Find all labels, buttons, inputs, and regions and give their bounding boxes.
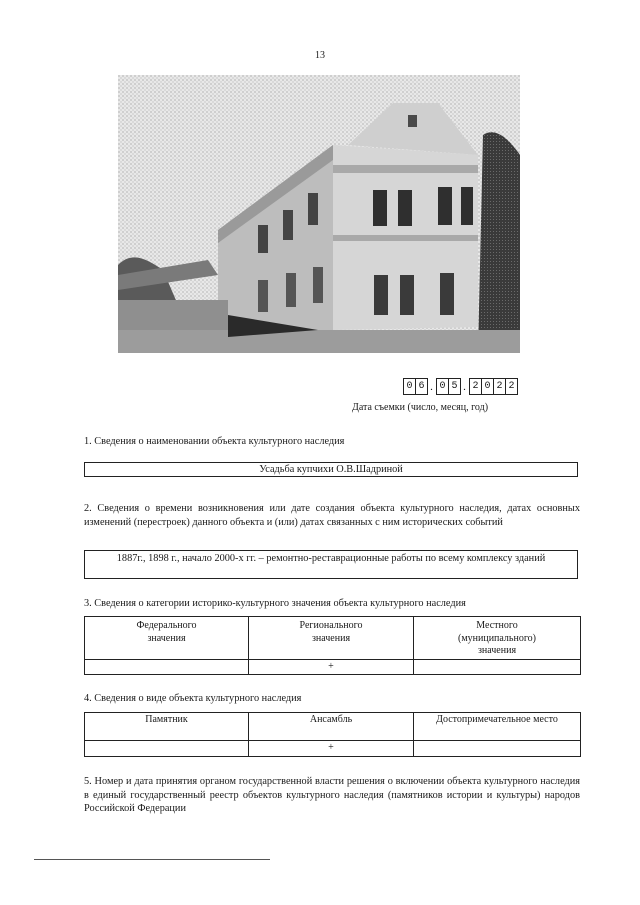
table-header-cell: Достопримечательное место [414, 713, 581, 741]
table-header-cell: Памятник [85, 713, 249, 741]
date-digit: 0 [436, 378, 449, 395]
table-cell [414, 741, 581, 757]
table-cell [85, 659, 249, 675]
date-digit: 0 [403, 378, 416, 395]
date-separator: . [463, 381, 466, 393]
section5-heading: 5. Номер и дата принятия органом государственной власти решения о включении объекта культурного наследия в единый государственный реестр объектов культурного наследия (памятников истории и культуры) народов Российской Федерации [84, 776, 580, 814]
table-cell: + [249, 659, 414, 675]
section4-heading: 4. Сведения о виде объекта культурного наследия [84, 693, 302, 704]
table-header-cell: Регионального значения [249, 617, 414, 660]
table-cell: + [249, 741, 414, 757]
section2-heading: 2. Сведения о времени возникновения или дате создания объекта культурного наследия, датах основных изменений (перестроек) данного объекта и (или) датах связанных с ним исторических событий [84, 503, 580, 528]
object-name-box: Усадьба купчихи О.В.Шадриной [84, 462, 578, 477]
table-row [85, 617, 581, 660]
building-photo-icon [118, 75, 520, 353]
date-digit: 0 [481, 378, 494, 395]
table-row [85, 741, 581, 757]
date-caption: Дата съемки (число, месяц, год) [352, 402, 489, 413]
page-number: 13 [315, 50, 325, 61]
object-type-table [84, 712, 581, 757]
dates-box: 1887г., 1898 г., начало 2000-х гг. – ремонтно-реставрационные работы по всему комплексу зданий [84, 550, 578, 579]
table-cell [85, 741, 249, 757]
table-row [85, 713, 581, 741]
date-digit: 5 [448, 378, 461, 395]
date-separator: . [430, 381, 433, 393]
date-digit: 2 [469, 378, 482, 395]
building-photo [118, 75, 520, 353]
section3-heading: 3. Сведения о категории историко-культурного значения объекта культурного наследия [84, 598, 466, 609]
date-digit: 2 [505, 378, 518, 395]
significance-table [84, 616, 581, 675]
shooting-date [403, 378, 517, 395]
table-header-cell: Федерального значения [85, 617, 249, 660]
table-row [85, 659, 581, 675]
table-header-cell: Ансамбль [249, 713, 414, 741]
date-digit: 2 [493, 378, 506, 395]
table-cell [414, 659, 581, 675]
date-digit: 6 [415, 378, 428, 395]
footnote-divider [34, 859, 270, 860]
section1-heading: 1. Сведения о наименовании объекта культурного наследия [84, 436, 345, 447]
table-header-cell: Местного (муниципального) значения [414, 617, 581, 660]
